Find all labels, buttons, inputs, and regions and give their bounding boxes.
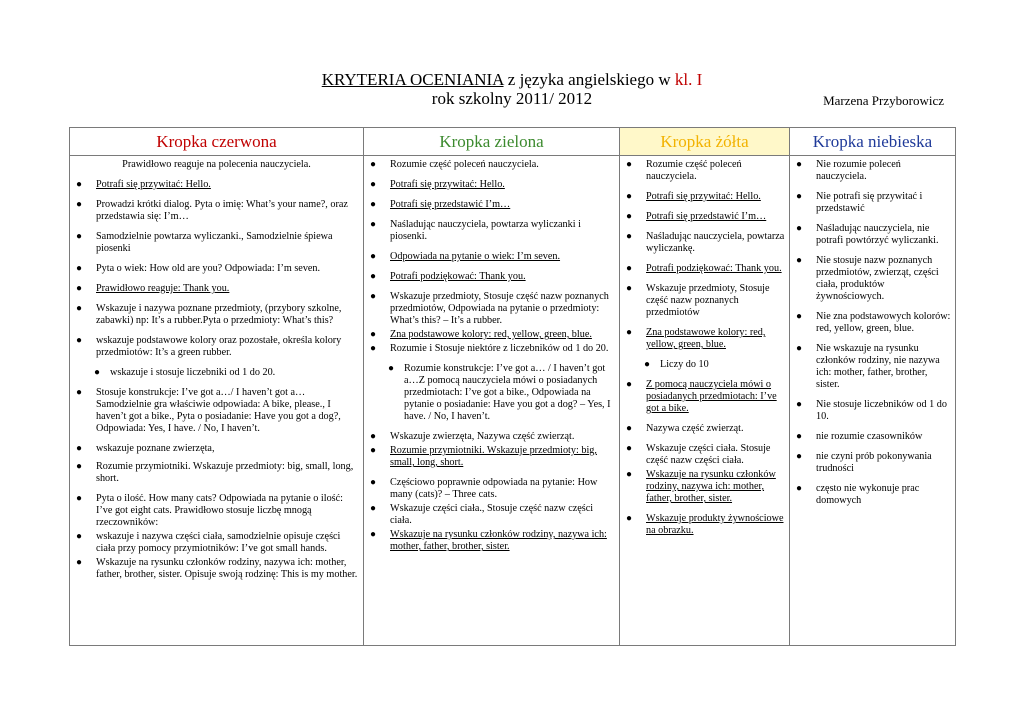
list-item: ● Wskazuje zwierzęta, Nazywa część zwierząt. bbox=[368, 431, 615, 443]
list-item: Prawidłowo reaguje na polecenia nauczyciela. bbox=[122, 159, 311, 170]
document-title bbox=[0, 70, 1024, 90]
list-item: ● Rozumie część poleceń nauczyciela. bbox=[624, 159, 785, 183]
list-item: ● Rozumie przymiotniki. Wskazuje przedmioty: big, small, long, short. bbox=[74, 461, 359, 485]
title-class: kl. I bbox=[674, 70, 703, 89]
col-header-red: Kropka czerwona bbox=[70, 128, 364, 156]
list-item: ● wskazuje podstawowe kolory oraz pozostałe, określa kolory przedmiotów: It’s a green rubber. bbox=[74, 335, 359, 359]
list-item: ● Rozumie i Stosuje niektóre z liczebników od 1 do 20. bbox=[368, 343, 615, 355]
list-item: ● Potrafi się przedstawić I’m… bbox=[624, 211, 785, 223]
list-item: ● Nie wskazuje na rysunku członków rodziny, nie nazywa ich: mother, father, brother, sister. bbox=[794, 343, 951, 391]
list-item: ● Wskazuje przedmioty, Stosuje część nazw poznanych przedmiotów bbox=[624, 283, 785, 319]
list-item: ● Odpowiada na pytanie o wiek: I’m seven. bbox=[368, 251, 615, 263]
list-item: ● Z pomocą nauczyciela mówi o posiadanych przedmiotach: I’ve got a bike. bbox=[624, 379, 785, 415]
list-item: ● Nie zna podstawowych kolorów: red, yellow, green, blue. bbox=[794, 311, 951, 335]
list-item: ● Potrafi się przedstawić I’m… bbox=[368, 199, 615, 211]
list-item: ● Stosuje konstrukcje: I’ve got a…/ I haven’t got a… Samodzielnie gra właściwie odpowiada: A bike, please., I haven’t got a bike., Pyta o posiadanie: Have you got a dog?, Odpowiada: Yes, I have. / No, I haven’t. bbox=[74, 387, 359, 435]
list-item: ● Wskazuje części ciała., Stosuje część nazw części ciała. bbox=[368, 503, 615, 527]
list-item: ● Wskazuje na rysunku członków rodziny, nazywa ich: mother, father, brother, sister. bbox=[624, 469, 785, 505]
yellow-column bbox=[620, 156, 790, 646]
table-body-row bbox=[70, 156, 956, 646]
list-item: ● Wskazuje przedmioty, Stosuje część nazw poznanych przedmiotów, Odpowiada na pytanie o przedmioty: What’s this? – It’s a rubber. bbox=[368, 291, 615, 327]
title-kryteria: KRYTERIA OCENIANIA bbox=[321, 70, 504, 89]
list-item: ● Wskazuje i nazywa poznane przedmioty, (przybory szkolne, zabawki) np: It’s a rubber.Pyta o przedmioty: What’s this? bbox=[74, 303, 359, 327]
list-item: ● Wskazuje części ciała. Stosuje część nazw części ciała. bbox=[624, 443, 785, 467]
criteria-table bbox=[69, 127, 956, 646]
blue-column bbox=[790, 156, 956, 646]
list-item: ● Potrafi się przywitać: Hello. bbox=[624, 191, 785, 203]
list-item: ● wskazuje poznane zwierzęta, bbox=[74, 443, 359, 455]
school-year: rok szkolny 2011/ 2012 bbox=[431, 89, 593, 108]
list-item: ● Potrafi podziękować: Thank you. bbox=[368, 271, 615, 283]
list-item: ● nie rozumie czasowników bbox=[794, 431, 951, 443]
list-item: ● Naśladując nauczyciela, nie potrafi powtórzyć wyliczanki. bbox=[794, 223, 951, 247]
list-item: ● Liczy do 10 bbox=[624, 359, 785, 371]
list-item: ● Potrafi się przywitać: Hello. bbox=[368, 179, 615, 191]
list-item: ● Nie rozumie poleceń nauczyciela. bbox=[794, 159, 951, 183]
col-header-blue: Kropka niebieska bbox=[790, 128, 956, 156]
table-header-row bbox=[70, 128, 956, 156]
list-item: ● Prawidłowo reaguje: Thank you. bbox=[74, 283, 359, 295]
green-column bbox=[364, 156, 620, 646]
col-header-green: Kropka zielona bbox=[364, 128, 620, 156]
list-item: ● nie czyni prób pokonywania trudności bbox=[794, 451, 951, 475]
list-item: ● Naśladując nauczyciela, powtarza wyliczankę. bbox=[624, 231, 785, 255]
list-item: ● Samodzielnie powtarza wyliczanki., Samodzielnie śpiewa piosenki bbox=[74, 231, 359, 255]
author-name: Marzena Przyborowicz bbox=[823, 93, 944, 108]
list-item: ● Nazywa część zwierząt. bbox=[624, 423, 785, 435]
list-item: ● Nie stosuje liczebników od 1 do 10. bbox=[794, 399, 951, 423]
list-item: ● Naśladując nauczyciela, powtarza wyliczanki i piosenki. bbox=[368, 219, 615, 243]
red-column bbox=[70, 156, 364, 646]
list-item: ● Wskazuje produkty żywnościowe na obrazku. bbox=[624, 513, 785, 537]
list-item: ● Nie potrafi się przywitać i przedstawić bbox=[794, 191, 951, 215]
list-item: ● Pyta o wiek: How old are you? Odpowiada: I’m seven. bbox=[74, 263, 359, 275]
list-item: ● Nie stosuje nazw poznanych przedmiotów, zwierząt, części ciała, produktów żywnościowych. bbox=[794, 255, 951, 303]
list-item: ● Zna podstawowe kolory: red, yellow, green, blue. bbox=[368, 329, 615, 341]
list-item: ● wskazuje i stosuje liczebniki od 1 do 20. bbox=[74, 367, 359, 379]
list-item: ● często nie wykonuje prac domowych bbox=[794, 483, 951, 507]
list-item: ● Częściowo poprawnie odpowiada na pytanie: How many (cats)? – Three cats. bbox=[368, 477, 615, 501]
list-item: ● wskazuje i nazywa części ciała, samodzielnie opisuje części ciała przy pomocy przymiotników: I’ve got small hands. bbox=[74, 531, 359, 555]
list-item: ● Rozumie część poleceń nauczyciela. bbox=[368, 159, 615, 171]
list-item: ● Rozumie konstrukcje: I’ve got a… / I haven’t got a…Z pomocą nauczyciela mówi o posiadanych przedmiotach: I’ve got a bike., Odpowiada na pytanie o posiadanie: Have you got a dog? – Yes, I have. / No, I haven’t. bbox=[368, 363, 615, 423]
list-item: ● Wskazuje na rysunku członków rodziny, nazywa ich: mother, father, brother, sister. Opisuje swoją rodzinę: This is my mother. bbox=[74, 557, 359, 581]
list-item: ● Rozumie przymiotniki. Wskazuje przedmioty: big, small, long, short. bbox=[368, 445, 615, 469]
title-middle: z języka angielskiego w bbox=[503, 70, 675, 89]
list-item: ● Zna podstawowe kolory: red, yellow, green, blue. bbox=[624, 327, 785, 351]
list-item: ● Potrafi się przywitać: Hello. bbox=[74, 179, 359, 191]
list-item: ● Potrafi podziękować: Thank you. bbox=[624, 263, 785, 275]
col-header-yellow: Kropka żółta bbox=[620, 128, 790, 156]
list-item: ● Wskazuje na rysunku członków rodziny, nazywa ich: mother, father, brother, sister. bbox=[368, 529, 615, 553]
list-item: ● Prowadzi krótki dialog. Pyta o imię: What’s your name?, oraz przedstawia się: I’m… bbox=[74, 199, 359, 223]
list-item: ● Pyta o ilość. How many cats? Odpowiada na pytanie o ilość: I’ve got eight cats. Prawidłowo stosuje liczbę mnogą rzeczowników: bbox=[74, 493, 359, 529]
